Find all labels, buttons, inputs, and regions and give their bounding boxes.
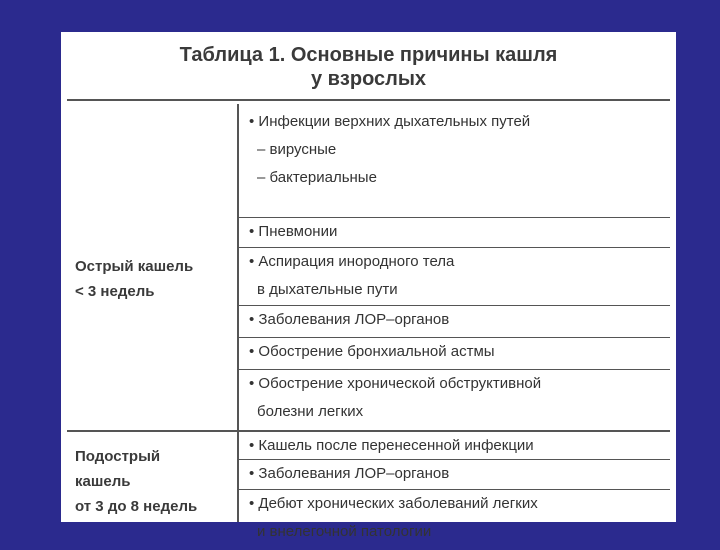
row-text: и внелегочной патологии [257,523,432,540]
section-label-line: Подострый [75,448,161,465]
row-text: в дыхательные пути [257,281,398,298]
row-text: • Заболевания ЛОР–органов [249,465,450,482]
row-text: • Пневмонии [249,223,338,240]
section-label-line: кашель [75,473,131,490]
row-text: – бактериальные [257,169,377,186]
row-text: • Заболевания ЛОР–органов [249,311,450,328]
table-row [239,432,670,460]
section-label-line: < 3 недель [75,283,155,300]
table-row [239,248,670,306]
row-text: • Обострение хронической обструктивной [249,375,542,392]
section-label-subacute [75,444,233,519]
title-line-1: Таблица 1. Основные причины кашля [179,44,558,66]
row-text: • Дебют хронических заболеваний легких [249,495,538,512]
row-text: болезни легких [257,403,364,420]
table-row [239,218,670,248]
section-label-line: от 3 до 8 недель [75,498,198,515]
table-row [239,370,670,430]
table-row [239,460,670,490]
table-row [239,338,670,370]
table-row [239,306,670,338]
table-row [239,104,670,218]
row-text: • Кашель после перенесенной инфекции [249,437,534,454]
table-row [239,490,670,550]
table-sheet [61,32,676,540]
table-title [67,35,670,101]
row-text: • Инфекции верхних дыхательных путей [249,113,531,130]
section-label-line: Острый кашель [75,258,194,275]
row-text: • Обострение бронхиальной астмы [249,343,495,360]
causes-table [67,104,670,540]
section-label-acute [75,254,233,304]
title-line-2: у взрослых [310,68,427,90]
row-text: • Аспирация инородного тела [249,253,455,270]
row-text: – вирусные [257,141,337,158]
